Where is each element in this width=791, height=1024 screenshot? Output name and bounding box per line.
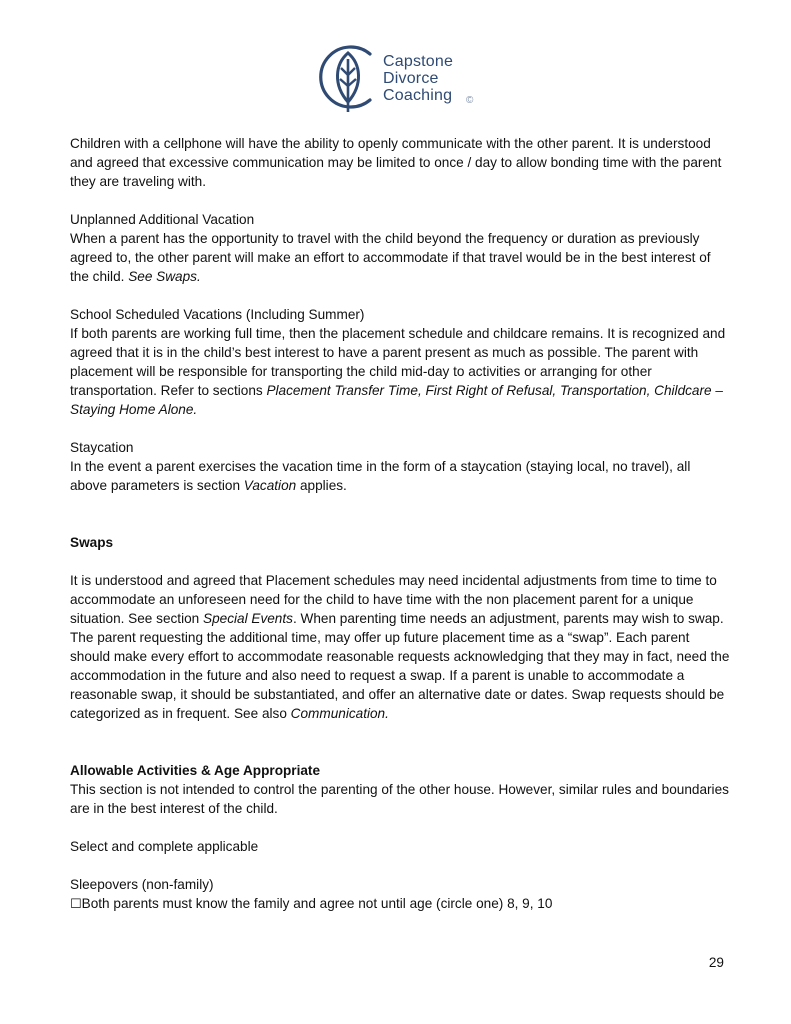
sleepovers-option[interactable] (70, 894, 730, 913)
school-vacations-paragraph: If both parents are working full time, then the placement schedule and childcare remains. It is recognized and agreed that it is in the child’s best interest to have a parent present as much as possible. The parent with placement will be responsible for transporting the child mid-day to activities or arranging for other transportation. Refer to sections Placement Transfer Time, First Right of Refusal, Transportation, Childcare – Staying Home Alone. (70, 326, 726, 417)
special-events-reference: Special Events (203, 611, 293, 626)
vacation-reference: Vacation (243, 478, 297, 493)
select-instruction: Select and complete applicable (70, 839, 259, 854)
copyright-mark: © (466, 95, 474, 106)
sleepovers-heading: Sleepovers (non-family) (70, 877, 214, 892)
activities-paragraph: This section is not intended to control the parenting of the other house. However, similar rules and boundaries are in the best interest of the child. (70, 782, 729, 816)
cellphone-paragraph: Children with a cellphone will have the ability to openly communicate with the other parent. It is understood and agreed that excessive communication may be limited to once / day to allow bonding time with the parent they are traveling with. (70, 136, 722, 189)
page-number: 29 (708, 955, 724, 970)
school-vacations-heading: School Scheduled Vacations (Including Summer) (70, 307, 365, 322)
activities-heading: Allowable Activities & Age Appropriate (70, 763, 321, 778)
swaps-paragraph: It is understood and agreed that Placement schedules may need incidental adjustments from time to time to accommodate an unforeseen need for the child to have time with the non placement parent for a unique situation. See section Special Events. When parenting time needs an adjustment, parents may wish to swap. The parent requesting the additional time, may offer up future placement time as a “swap”. Each parent should make every effort to accommodate reasonable requests acknowledging that they may in fact, need the accommodation in the future and also need to request a swap. If a parent is unable to accommodate a reasonable swap, it should be substantiated, and offer an alternative date or dates. Swap requests should be categorized as in frequent. See also Communication. (70, 573, 730, 721)
logo-line-2: Divorce (383, 70, 439, 87)
staycation-paragraph: In the event a parent exercises the vacation time in the form of a staycation (staying local, no travel), all above parameters is section Vacation applies. (70, 459, 691, 493)
checkbox-icon[interactable]: ☐ (70, 896, 82, 911)
swaps-reference: See Swaps. (128, 269, 201, 284)
sleepovers-option-label: Both parents must know the family and agree not until age (circle one) 8, 9, 10 (81, 896, 553, 911)
school-section-references: Placement Transfer Time, First Right of Refusal, Transportation, Childcare – Staying Home Alone. (70, 383, 723, 417)
logo-line-3: Coaching (383, 87, 453, 104)
unplanned-vacation-paragraph: When a parent has the opportunity to travel with the child beyond the frequency or duration as previously agreed to, the other parent will make an effort to accommodate if that travel would be in the best interest of the child. See Swaps. (70, 231, 711, 284)
capstone-logo (314, 40, 484, 114)
document-body (70, 134, 730, 913)
communication-reference: Communication. (290, 706, 389, 721)
unplanned-vacation-heading: Unplanned Additional Vacation (70, 212, 255, 227)
leaf-circle-logo-icon (314, 40, 384, 114)
logo-line-1: Capstone (383, 53, 454, 70)
staycation-heading: Staycation (70, 440, 134, 455)
swaps-heading: Swaps (70, 535, 114, 550)
